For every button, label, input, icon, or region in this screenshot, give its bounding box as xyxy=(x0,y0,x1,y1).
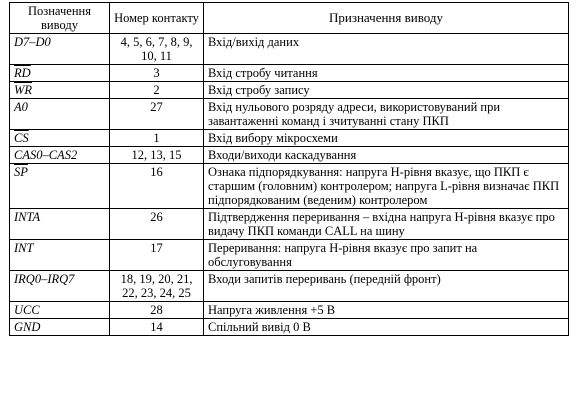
pin-name: $\overline{WR}$ xyxy=(10,82,110,99)
table-row xyxy=(10,319,569,336)
pin-number: 27 xyxy=(110,99,204,130)
pin-number: 28 xyxy=(110,302,204,319)
table-row xyxy=(10,302,569,319)
pin-purpose: Переривання: напруга H-рівня вказує про запит на обслуговування xyxy=(204,240,569,271)
pin-name: INT xyxy=(10,240,110,271)
pin-number: 26 xyxy=(110,209,204,240)
pin-number: 3 xyxy=(110,65,204,82)
pin-number: 4, 5, 6, 7, 8, 9, 10, 11 xyxy=(110,34,204,65)
table-row xyxy=(10,82,569,99)
pin-number: 16 xyxy=(110,164,204,209)
pin-name: $\overline{SP}$ xyxy=(10,164,110,209)
header-purpose: Призначення виводу xyxy=(204,3,569,34)
pin-name: D7–D0 xyxy=(10,34,110,65)
pin-purpose: Вхід стробу читання xyxy=(204,65,569,82)
pin-number: 12, 13, 15 xyxy=(110,147,204,164)
pin-name: IRQ0–IRQ7 xyxy=(10,271,110,302)
pin-number: 18, 19, 20, 21, 22, 23, 24, 25 xyxy=(110,271,204,302)
pin-name: UCC xyxy=(10,302,110,319)
pin-purpose: Напруга живлення +5 В xyxy=(204,302,569,319)
pin-number: 14 xyxy=(110,319,204,336)
pin-purpose: Вхід стробу запису xyxy=(204,82,569,99)
pin-number: 2 xyxy=(110,82,204,99)
pin-purpose: Підтвердження переривання – вхідна напруга H-рівня вказує про видачу ПКП команди CALL на шину xyxy=(204,209,569,240)
pin-name: GND xyxy=(10,319,110,336)
table-row xyxy=(10,99,569,130)
pin-purpose: Входи запитів переривань (передній фронт) xyxy=(204,271,569,302)
pin-purpose: Входи/виходи каскадування xyxy=(204,147,569,164)
pin-name: INTA xyxy=(10,209,110,240)
table-body xyxy=(10,34,569,336)
table-row xyxy=(10,34,569,65)
pin-purpose: Вхід нульового розряду адреси, використовуваний при завантаженні команд і зчитуванні стану ПКП xyxy=(204,99,569,130)
header-row xyxy=(10,3,569,34)
pin-name: A0 xyxy=(10,99,110,130)
table-row xyxy=(10,164,569,209)
table-row xyxy=(10,147,569,164)
pin-purpose: Вхід/вихід даних xyxy=(204,34,569,65)
table-row xyxy=(10,130,569,147)
pin-purpose: Спільний вивід 0 В xyxy=(204,319,569,336)
pin-table xyxy=(9,2,569,336)
pin-purpose: Вхід вибору мікросхеми xyxy=(204,130,569,147)
pin-number: 17 xyxy=(110,240,204,271)
header-number: Номер контакту xyxy=(110,3,204,34)
pin-name: CAS0–CAS2 xyxy=(10,147,110,164)
table-row xyxy=(10,209,569,240)
pin-purpose: Ознака підпорядкування: напруга H-рівня вказує, що ПКП є старшим (головним) контролером; напруга L-рівня визначає ПКП підпорядкованим (веденим) контролером xyxy=(204,164,569,209)
table-row xyxy=(10,65,569,82)
pin-name: $\overline{CS}$ xyxy=(10,130,110,147)
pin-number: 1 xyxy=(110,130,204,147)
pin-name: $\overline{RD}$ xyxy=(10,65,110,82)
table-row xyxy=(10,240,569,271)
header-pin: Позначення виводу xyxy=(10,3,110,34)
table-row xyxy=(10,271,569,302)
